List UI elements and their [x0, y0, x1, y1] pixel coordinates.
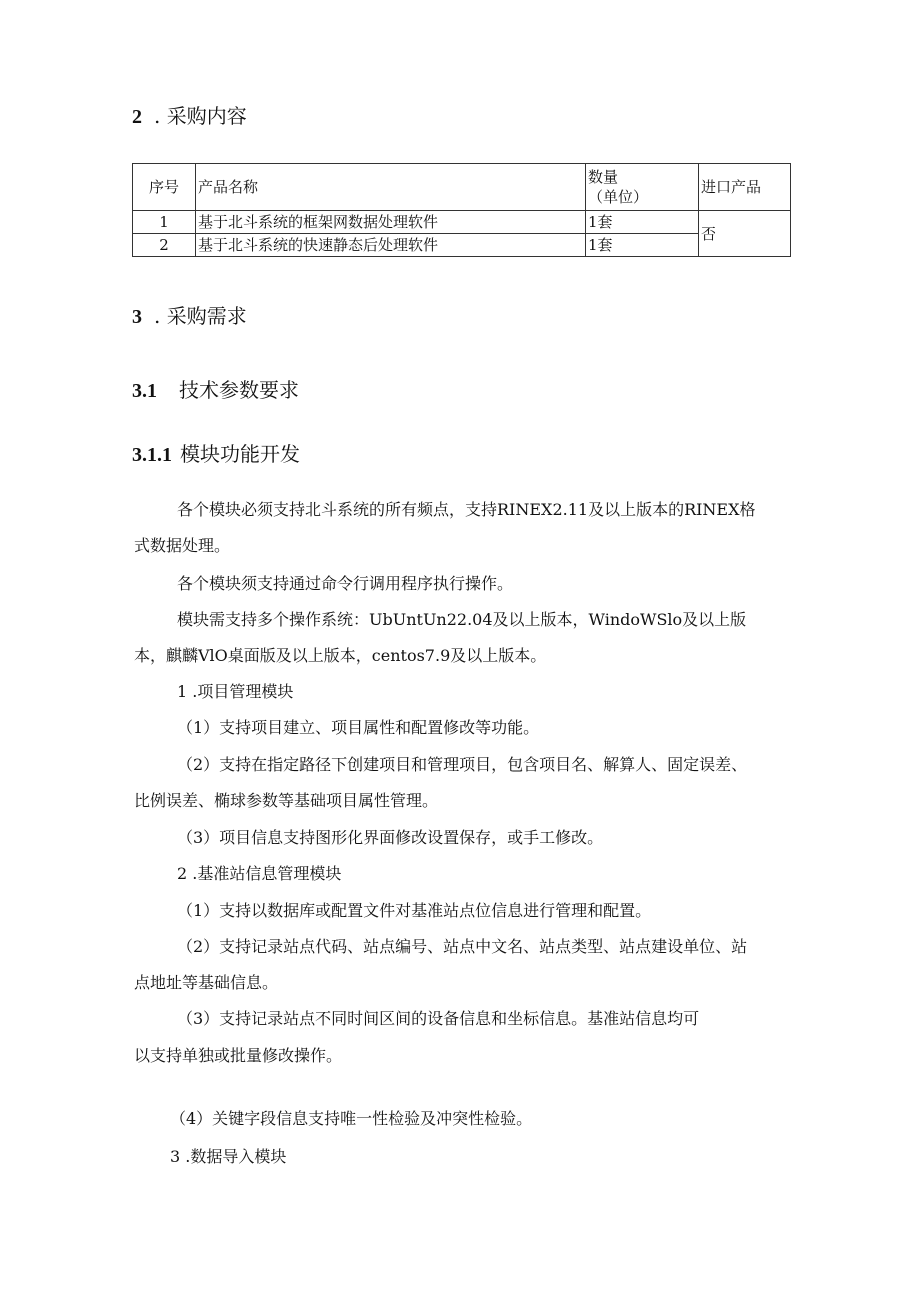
section-3-1-title: 技术参数要求: [179, 378, 299, 402]
table-row: [133, 234, 791, 257]
module-2-item-2-line-2: 点地址等基础信息。: [134, 973, 279, 992]
section-2-heading: [132, 100, 247, 129]
row-seq: 2: [133, 234, 196, 257]
row-name: 基于北斗系统的框架网数据处理软件: [196, 211, 586, 234]
module-2-item-2-line-1: （2）支持记录站点代码、站点编号、站点中文名、站点类型、站点建设单位、站: [177, 937, 748, 956]
header-qty: [586, 164, 699, 211]
paragraph-3-line-1: 模块需支持多个操作系统：UbUntUn22.04及以上版本，WindoWSlo及以上版: [177, 610, 747, 629]
row-seq: 1: [133, 211, 196, 234]
section-3-1-1-title: 模块功能开发: [180, 442, 300, 466]
module-1-item-2-line-1: （2）支持在指定路径下创建项目和管理项目，包含项目名、解算人、固定误差、: [177, 755, 748, 774]
paragraph-2: 各个模块须支持通过命令行调用程序执行操作。: [177, 574, 514, 593]
module-1-item-1: （1）支持项目建立、项目属性和配置修改等功能。: [177, 718, 540, 737]
section-3-1-heading: [132, 374, 299, 403]
header-seq: 序号: [133, 164, 196, 211]
section-3-title: . 采购需求: [154, 304, 247, 328]
section-3-heading: [132, 300, 247, 329]
row-qty: 1套: [586, 211, 699, 234]
header-name: 产品名称: [196, 164, 586, 211]
module-2-item-3-line-2: 以支持单独或批量修改操作。: [134, 1046, 343, 1065]
module-1-item-3: （3）项目信息支持图形化界面修改设置保存，或手工修改。: [177, 828, 604, 847]
module-2-title: 2 .基准站信息管理模块: [177, 864, 342, 883]
section-2-number: 2: [132, 106, 142, 128]
section-2-title: . 采购内容: [154, 104, 247, 128]
header-qty-line2: （单位）: [588, 188, 649, 206]
section-3-1-1-number: 3.1.1: [132, 444, 172, 466]
module-1-item-2-line-2: 比例误差、椭球参数等基础项目属性管理。: [134, 791, 439, 810]
row-qty: 1套: [586, 234, 699, 257]
row-name: 基于北斗系统的快速静态后处理软件: [196, 234, 586, 257]
table-row: [133, 211, 791, 234]
module-2-item-4: （4）关键字段信息支持唯一性检验及冲突性检验。: [170, 1109, 533, 1128]
section-3-1-number: 3.1: [132, 380, 157, 402]
paragraph-1-line-2: 式数据处理。: [134, 536, 231, 555]
table-header-row: [133, 164, 791, 211]
paragraph-3-line-2: 本，麒麟VlO桌面版及以上版本，centos7.9及以上版本。: [134, 646, 547, 665]
section-3-1-1-heading: [132, 438, 300, 467]
section-3-number: 3: [132, 306, 142, 328]
imported-value: 否: [699, 211, 791, 257]
module-1-title: 1 .项目管理模块: [177, 682, 294, 701]
paragraph-1-line-1: 各个模块必须支持北斗系统的所有频点，支持RINEX2.11及以上版本的RINEX格: [177, 500, 756, 519]
header-imported: 进口产品: [699, 164, 791, 211]
module-2-item-1: （1）支持以数据库或配置文件对基准站点位信息进行管理和配置。: [177, 901, 652, 920]
procurement-table: [132, 163, 791, 257]
module-3-title: 3 .数据导入模块: [170, 1147, 287, 1166]
module-2-item-3-line-1: （3）支持记录站点不同时间区间的设备信息和坐标信息。基准站信息均可: [177, 1009, 700, 1028]
header-qty-line1: 数量: [588, 168, 619, 186]
